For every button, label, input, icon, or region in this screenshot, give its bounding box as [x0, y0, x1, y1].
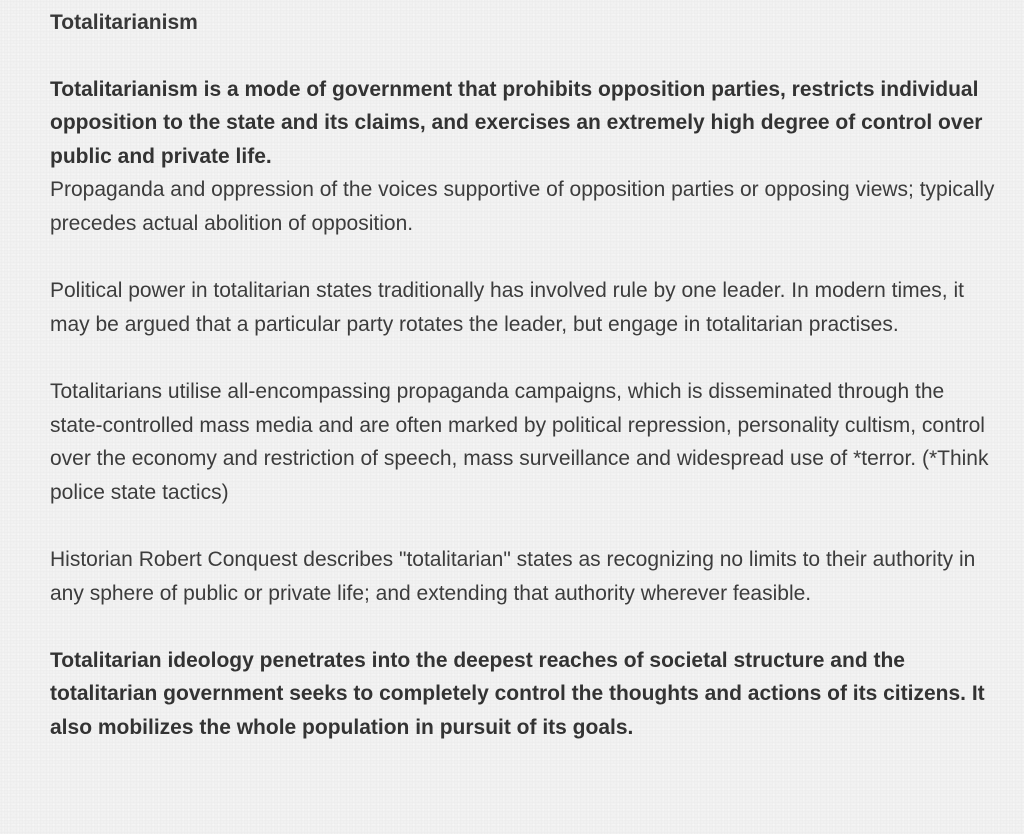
- blank-line: [50, 341, 1000, 375]
- propaganda-note-paragraph: Propaganda and oppression of the voices supportive of opposition parties or opposing views; typically precedes actual abolition of opposition.: [50, 178, 995, 235]
- definition-paragraph: Totalitarianism is a mode of government that prohibits opposition parties, restricts individual opposition to the state and its claims, and exercises an extremely high degree of control over public and private life.: [50, 77, 983, 168]
- blank-line: [50, 509, 1000, 543]
- propaganda-campaigns-paragraph: Totalitarians utilise all-encompassing propaganda campaigns, which is disseminated through the state-controlled mass media and are often marked by political repression, personality cultism, control over the economy and restriction of speech, mass surveillance and widespread use of *terror. (*Think police state tactics): [50, 379, 989, 504]
- blank-line: [50, 39, 1000, 73]
- political-power-paragraph: Political power in totalitarian states traditionally has involved rule by one leader. In modern times, it may be argued that a particular party rotates the leader, but engage in totalitarian practises.: [50, 279, 964, 336]
- note-document: [50, 6, 1000, 744]
- document-title: Totalitarianism: [50, 11, 198, 34]
- ideology-paragraph: Totalitarian ideology penetrates into the deepest reaches of societal structure and the totalitarian government seeks to completely control the thoughts and actions of its citizens. It also mobilizes the whole population in pursuit of its goals.: [50, 648, 985, 739]
- blank-line: [50, 241, 1000, 275]
- blank-line: [50, 610, 1000, 644]
- conquest-quote-paragraph: Historian Robert Conquest describes "totalitarian" states as recognizing no limits to their authority in any sphere of public or private life; and extending that authority wherever feasible.: [50, 547, 976, 605]
